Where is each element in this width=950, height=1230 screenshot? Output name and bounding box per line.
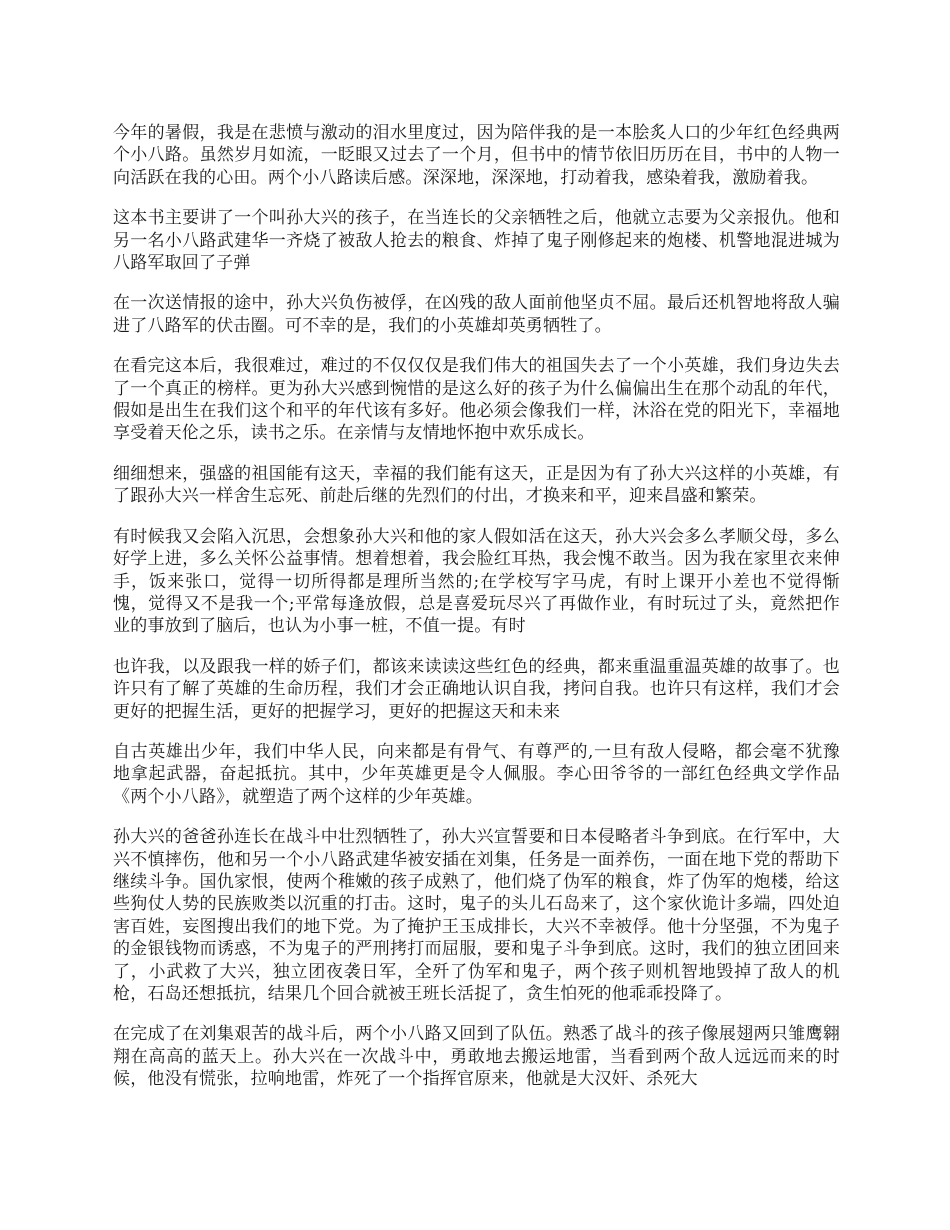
paragraph-10: 在完成了在刘集艰苦的战斗后，两个小八路又回到了队伍。熟悉了战斗的孩子像展翅两只雏鹰翱翔在高高的蓝天上。孙大兴在一次战斗中，勇敢地去搬运地雷，当看到两个敌人远远而来的时候，他没有慌张，拉响地雷，炸死了一个指挥官原来，他就是大汉奸、杀死大 <box>113 1024 840 1090</box>
paragraph-5: 细细想来，强盛的祖国能有这天，幸福的我们能有这天，正是因为有了孙大兴这样的小英雄，有了跟孙大兴一样舍生忘死、前赴后继的先烈们的付出，才换来和平，迎来昌盛和繁荣。 <box>113 463 840 507</box>
paragraph-6: 有时候我又会陷入沉思，会想象孙大兴和他的家人假如活在这天，孙大兴会多么孝顺父母，多么好学上进，多么关怀公益事情。想着想着，我会脸红耳热，我会愧不敢当。因为我在家里衣来伸手，饭来张口，觉得一切所得都是理所当然的;在学校写字马虎，有时上课开小差也不觉得惭愧，觉得又不是我一个;平常每逢放假，总是喜爱玩尽兴了再做作业，有时玩过了头，竟然把作业的事放到了脑后，也认为小事一桩，不值一提。有时 <box>113 526 840 637</box>
paragraph-4: 在看完这本后，我很难过，难过的不仅仅仅是我们伟大的祖国失去了一个小英雄，我们身边失去了一个真正的榜样。更为孙大兴感到惋惜的是这么好的孩子为什么偏偏出生在那个动乱的年代，假如是出生在我们这个和平的年代该有多好。他必须会像我们一样，沐浴在党的阳光下，幸福地享受着天伦之乐，读书之乐。在亲情与友情地怀抱中欢乐成长。 <box>113 356 840 444</box>
paragraph-8: 自古英雄出少年，我们中华人民，向来都是有骨气、有尊严的,一旦有敌人侵略，都会毫不犹豫地拿起武器，奋起抵抗。其中，少年英雄更是令人佩服。李心田爷爷的一部红色经典文学作品《两个小八路》，就塑造了两个这样的少年英雄。 <box>113 741 840 807</box>
document-page <box>113 122 840 1109</box>
paragraph-7: 也许我，以及跟我一样的娇子们，都该来读读这些红色的经典，都来重温重温英雄的故事了。也许只有了解了英雄的生命历程，我们才会正确地认识自我，拷问自我。也许只有这样，我们才会更好的把握生活，更好的把握学习，更好的把握这天和未来 <box>113 656 840 722</box>
paragraph-3: 在一次送情报的途中，孙大兴负伤被俘，在凶残的敌人面前他坚贞不屈。最后还机智地将敌人骗进了八路军的伏击圈。可不幸的是，我们的小英雄却英勇牺牲了。 <box>113 293 840 336</box>
paragraph-9: 孙大兴的爸爸孙连长在战斗中壮烈牺牲了，孙大兴宣誓要和日本侵略者斗争到底。在行军中，大兴不慎摔伤，他和另一个小八路武建华被安插在刘集，任务是一面养伤，一面在地下党的帮助下继续斗争。国仇家恨，使两个稚嫩的孩子成熟了，他们烧了伪军的粮食，炸了伪军的炮楼，给这些狗仗人势的民族败类以沉重的打击。这时，鬼子的头儿石岛来了，这个家伙诡计多端，四处迫害百姓，妄图搜出我们的地下党。为了掩护王玉成排长，大兴不幸被俘。他十分坚强，不为鬼子的金银钱物而诱惑，不为鬼子的严刑拷打而屈服，要和鬼子斗争到底。这时，我们的独立团回来了，小武救了大兴，独立团夜袭日军，全歼了伪军和鬼子，两个孩子则机智地毁掉了敌人的机枪，石岛还想抵抗，结果几个回合就被王班长活捉了，贪生怕死的他乖乖投降了。 <box>113 827 840 1004</box>
paragraph-2: 这本书主要讲了一个叫孙大兴的孩子，在当连长的父亲牺牲之后，他就立志要为父亲报仇。他和另一名小八路武建华一齐烧了被敌人抢去的粮食、炸掉了鬼子刚修起来的炮楼、机警地混进城为八路军取回了子弹 <box>113 208 840 274</box>
paragraph-1: 今年的暑假，我是在悲愤与激动的泪水里度过，因为陪伴我的是一本脍炙人口的少年红色经典两个小八路。虽然岁月如流，一眨眼又过去了一个月，但书中的情节依旧历历在目，书中的人物一向活跃在我的心田。两个小八路读后感。深深地，深深地，打动着我，感染着我，激励着我。 <box>113 123 840 188</box>
